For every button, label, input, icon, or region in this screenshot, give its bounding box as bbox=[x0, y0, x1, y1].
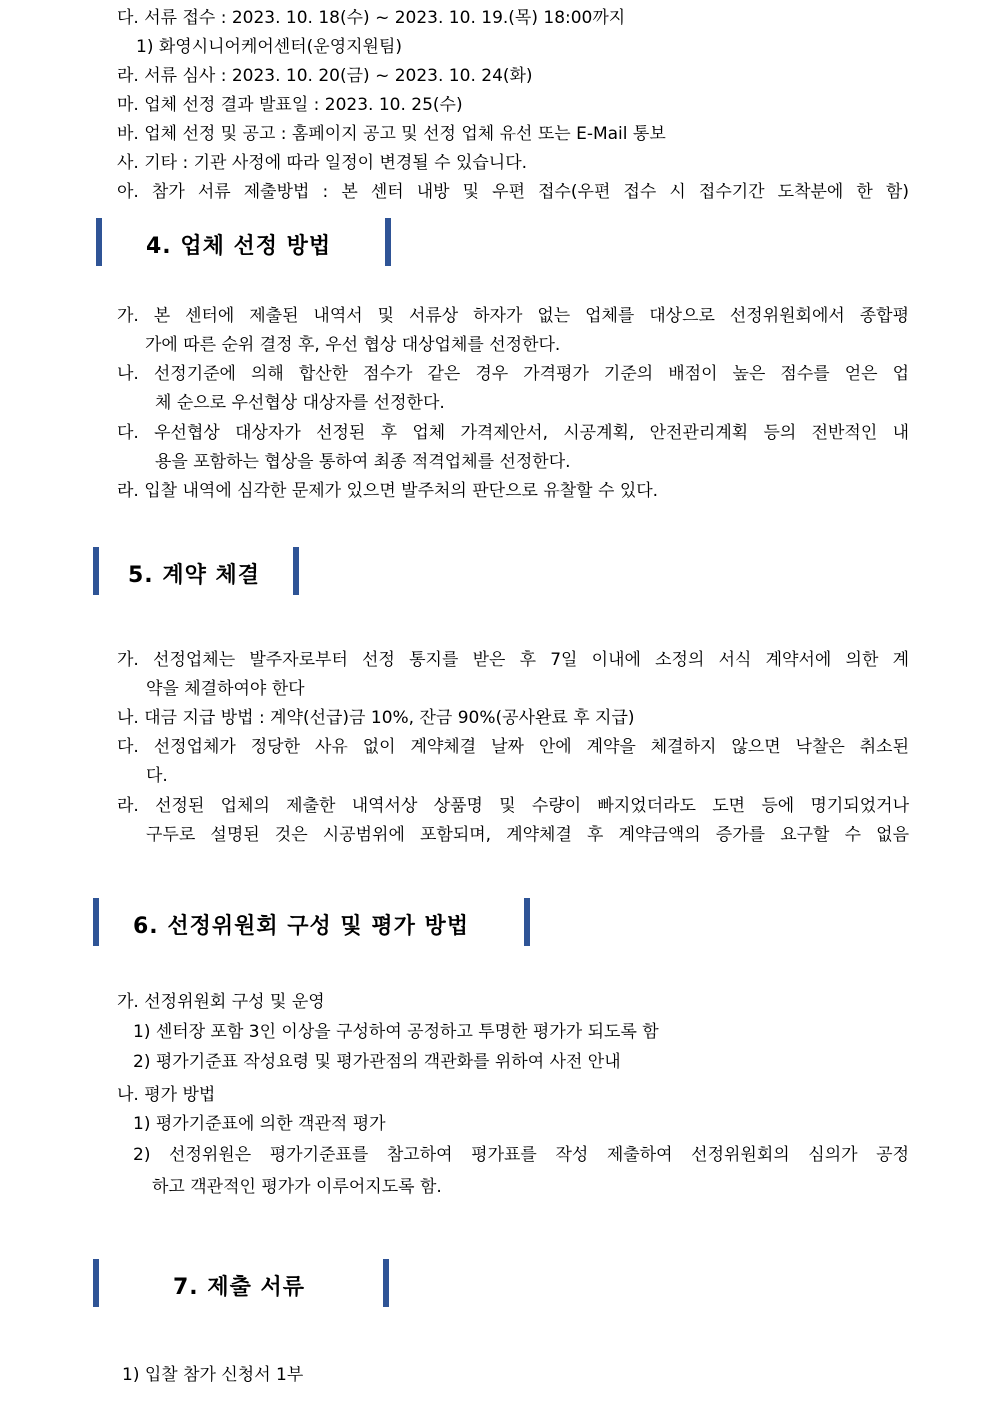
sec5-item-na: 나. 대금 지급 방법 : 계약(선급)금 10%, 잔금 90%(공사완료 후 지급) bbox=[117, 708, 635, 728]
section-heading-7 bbox=[93, 1259, 389, 1307]
sec6-item-ga-sub2: 2) 평가기준표 작성요령 및 평가관점의 객관화를 위하여 사전 안내 bbox=[133, 1052, 621, 1072]
schedule-document-submission-place: 1) 화영시니어케어센터(운영지원팀) bbox=[136, 37, 403, 57]
sec4-item-na-line2: 체 순으로 우선협상 대상자를 선정한다. bbox=[155, 393, 445, 413]
section-heading-6 bbox=[93, 898, 530, 946]
sec6-item-na-sub2-line1: 2) 선정위원은 평가기준표를 참고하여 평가표를 작성 제출하여 선정위원회의 심의가 공정 bbox=[133, 1145, 909, 1165]
schedule-document-submission: 다. 서류 접수 : 2023. 10. 18(수) ~ 2023. 10. 19.(목) 18:00까지 bbox=[117, 8, 626, 28]
section-title-4: 4. 업체 선정 방법 bbox=[146, 234, 332, 259]
sec4-item-na-line1: 나. 선정기준에 의해 합산한 점수가 같은 경우 가격평가 기준의 배점이 높은 점수를 얻은 업 bbox=[117, 364, 909, 384]
sec7-item-1: 1) 입찰 참가 신청서 1부 bbox=[122, 1365, 304, 1385]
sec5-item-da-line1: 다. 선정업체가 정당한 사유 없이 계약체결 날짜 안에 계약을 체결하지 않으면 낙찰은 취소된 bbox=[117, 737, 909, 757]
sec4-item-da-line1: 다. 우선협상 대상자가 선정된 후 업체 가격제안서, 시공계획, 안전관리계획 등의 전반적인 내 bbox=[117, 423, 909, 443]
sec6-item-na-sub2-line2: 하고 객관적인 평가가 이루어지도록 함. bbox=[152, 1177, 442, 1197]
sec5-item-ra-line1: 라. 선정된 업체의 제출한 내역서상 상품명 및 수량이 빠지었더라도 도면 등에 명기되었거나 bbox=[117, 796, 909, 816]
sec6-item-na: 나. 평가 방법 bbox=[117, 1085, 216, 1105]
schedule-selection-notice: 바. 업체 선정 및 공고 : 홈페이지 공고 및 선정 업체 유선 또는 E-Mail 통보 bbox=[117, 124, 666, 144]
section-title-6: 6. 선정위원회 구성 및 평가 방법 bbox=[133, 914, 469, 939]
sec4-item-ga-line1: 가. 본 센터에 제출된 내역서 및 서류상 하자가 없는 업체를 대상으로 선정위원회에서 종합평 bbox=[117, 306, 909, 326]
section-heading-5 bbox=[93, 547, 299, 595]
schedule-document-review: 라. 서류 심사 : 2023. 10. 20(금) ~ 2023. 10. 24(화) bbox=[117, 66, 533, 86]
schedule-submission-method: 아. 참가 서류 제출방법 : 본 센터 내방 및 우편 접수(우편 접수 시 접수기간 도착분에 한 함) bbox=[117, 182, 909, 202]
sec5-item-ga-line2: 약을 체결하여야 한다 bbox=[146, 679, 305, 699]
schedule-other-note: 사. 기타 : 기관 사정에 따라 일정이 변경될 수 있습니다. bbox=[117, 153, 528, 173]
section-title-7: 7. 제출 서류 bbox=[173, 1275, 305, 1300]
sec5-item-da-line2: 다. bbox=[146, 766, 168, 786]
section-title-5: 5. 계약 체결 bbox=[128, 563, 260, 588]
sec6-item-ga-sub1: 1) 센터장 포함 3인 이상을 구성하여 공정하고 투명한 평가가 되도록 함 bbox=[133, 1022, 659, 1042]
sec4-item-ga-line2: 가에 따른 순위 결정 후, 우선 협상 대상업체를 선정한다. bbox=[145, 335, 561, 355]
sec5-item-ra-line2: 구두로 설명된 것은 시공범위에 포함되며, 계약체결 후 계약금액의 증가를 요구할 수 없음 bbox=[146, 825, 909, 845]
sec5-item-ga-line1: 가. 선정업체는 발주자로부터 선정 통지를 받은 후 7일 이내에 소정의 서식 계약서에 의한 계 bbox=[117, 650, 909, 670]
section-heading-4 bbox=[96, 218, 391, 266]
schedule-result-announcement: 마. 업체 선정 결과 발표일 : 2023. 10. 25(수) bbox=[117, 95, 463, 115]
sec6-item-na-sub1: 1) 평가기준표에 의한 객관적 평가 bbox=[133, 1114, 386, 1134]
sec4-item-da-line2: 용을 포함하는 협상을 통하여 최종 적격업체를 선정한다. bbox=[155, 452, 571, 472]
sec6-item-ga: 가. 선정위원회 구성 및 운영 bbox=[117, 992, 325, 1012]
sec4-item-ra: 라. 입찰 내역에 심각한 문제가 있으면 발주처의 판단으로 유찰할 수 있다. bbox=[117, 481, 659, 501]
